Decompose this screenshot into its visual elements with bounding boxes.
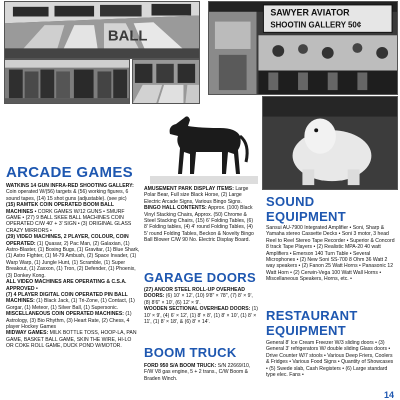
horse-statue-photo [150, 104, 258, 184]
restaurant-text: General 8' Ice Cream Freezer W/3 sliding doors • (3) General 3' refrigerators W/ double sliding Glass doors • Drive Counter W/7 stools • Various Deep Friers, Coolers & Fridges • Various Food Signs • Quantity of Showcases • (5) Swede slab, Cash Registers • (6) Large standard type elec. Fans • [266, 340, 394, 379]
garage-body [144, 287, 258, 339]
video-machines-label: (29) VIDEO MACHINES, 2 PLAYER, COLOUR, COIN OPERATED: [6, 234, 129, 247]
page-number: 14 [383, 390, 394, 400]
boom-ball-label: (15) RAMTEK COIN OPERATED BOOM BALL MACHINES [6, 202, 114, 215]
boom-ball-text: • CORK GAMES W/12 GUNS • SMURF GAME • (27) 9 BALL SKEE BALL MACHINES COIN OPERATED C/W 40' + 3' SIGN • (3) ORIGINAL GLASS CRAZY MIRRORS • [6, 208, 132, 234]
boom-heading: BOOM TRUCK [144, 345, 237, 360]
midway-games-text: MILK BOTTLE TOSS, HOOP-LA, PAN GAME, BASKET BALL GAME, SKIN THE WIRE, HI-LO OR COKE ROLL GAME, DUCK POND W/MOTOR. [6, 330, 137, 350]
sound-text: Sansui AU-7900 Integrated Amplifier • Soni, Sharp & Yamaha stereo Cassette Decks • Soni 3 motor, 3 head Reel to Reel Stereo Tape Recorder • Superior & Concord 8 track Tape Players • (2) Realistic MPA-20 40 watt Amplifiers • Emerson 140 Turn Table • Several Microphones • (2) New Soni SS-700 8 Ohm 36 Watt 2 way speakers • (2) Fanon 25 Watt Horns • Panasonic 12 Watt Horn • (2) Cerwin-Vega 100 Watt Wall Horns • Miscellaneous Speakers, Horns, etc. • [266, 225, 395, 283]
ancor-doors-label: (27) ANCOR STEEL ROLL-UP OVERHEAD DOORS: [144, 287, 245, 300]
shooting-gallery-photo [208, 1, 398, 95]
wooden-doors-label: WOODEN SECTIONAL OVERHEAD DOORS: [144, 306, 251, 313]
ford-truck-text: S/N 22669/10, F/W V8 gas engine, 5 + 2 trans., C/W Boom & Braden Winch. [144, 363, 251, 382]
sign-line-2: SHOOTIN GALLERY 50¢ [270, 20, 362, 30]
csa-approved-text: ALL VIDEO MACHINES ARE OPERATING & C.S.A. APPROVED • [6, 279, 127, 292]
ancor-doors-text: (6) 10' × 12', (10) 9'8" × 78", (7) 8' × 9', (8) 8'6" × 10', (6) 12' × 9'. [144, 293, 253, 306]
sound-heading: SOUND EQUIPMENT [266, 194, 346, 224]
arcade-body [6, 183, 140, 397]
bingo-hall-label: BINGO HALL CONTENTS: [144, 205, 207, 212]
restaurant-heading: RESTAURANT EQUIPMENT [266, 308, 358, 338]
sign-line-1: SAWYER AVIATOR [270, 7, 350, 18]
wooden-doors-text: (1) 10' × 9', (4) 6' × 12', (1) 8' × 8', (1) 8' × 10', (1) 8' × 11', (1) 8' × 18', & (6) 8' × 14'. [144, 306, 258, 326]
park-body [144, 186, 258, 266]
watkins-gallery-label: WATKINS 14 GUN INFRA-RED SHOOTING GALLERY: [6, 183, 134, 189]
pinball-machines-photo [132, 59, 200, 104]
restaurant-body [266, 340, 396, 392]
gallery-sign-text: BALL [107, 28, 148, 45]
video-machines-text: (1) Quasar, 2) Pac Man, (2) Galaxian, (1) Astro-Blaster, (1) Boxing Bugs, (1) Gravitar, (1) Blue Shark, (1) Astro Fighter, (1) M-79 Ambush, (2) Space Invader, (1) Warp Warp, (1) Jungle Hunt, (1) Scramble, (1) Super Breakout, (1) Zaxxon, (1) Tron, (2) Defender, (1) Phoenix, (3) Donkey Kong. [6, 240, 140, 279]
misc-coin-label: MISCELLANEOUS COIN OPERATED MACHINES: [6, 311, 124, 318]
display-items-label: AMUSEMENT PARK DISPLAY ITEMS: [144, 186, 234, 192]
arcade-interior-photo [4, 59, 130, 104]
midway-games-label: MIDWAY GAMES: [6, 330, 49, 337]
boom-body [144, 363, 258, 393]
pinball-label: (7) 4 PLAYER DIGITAL COIN OPERATED PIN BALL MACHINES: [6, 291, 128, 305]
arcade-heading: ARCADE GAMES [6, 164, 133, 181]
ford-truck-label: FORD 950 S/A BOOM TRUCK: [144, 363, 217, 369]
misc-coin-text: (1) Astrology, (3) Bio Rhythm, (3) Heart Rate, (2) Chess, 4 player Hockey Games [6, 311, 132, 330]
garage-heading: GARAGE DOORS [144, 270, 256, 285]
skee-ball-alley-photo [4, 1, 200, 59]
sound-body [266, 225, 396, 301]
bingo-hall-text: Approx. (100) Black Vinyl Stacking Chairs, Approx. (50) Chrome & Steel Stacking Chairs, (15) 6' Folding Tables, (6) 8' Folding tables, (4) 4' round Folding Tables, (4) 5' round Folding Tables, Beckon & Novelty Bingo Ball Blower C/W 90 No. Electric Display Board. [144, 205, 254, 244]
watkins-gallery-text: Coin operated W/(56) targets & (56) working figures, 6 sound tapes, (14) 15 shot guns (adjustable). (see pic) [6, 189, 129, 202]
display-items-text: Large Polar Bear, Full size Black Horse, (2) Large Electric Arcade Signs, Various Bingo Signs. [144, 186, 249, 205]
pinball-text: (1) Black Jack, (1) Tri-Zone, (1) Contact, (1) Gorgar, (1) Meteor, (1) Silver Ball, (1) Supersonic. [6, 298, 135, 311]
polar-bear-photo [262, 96, 398, 190]
